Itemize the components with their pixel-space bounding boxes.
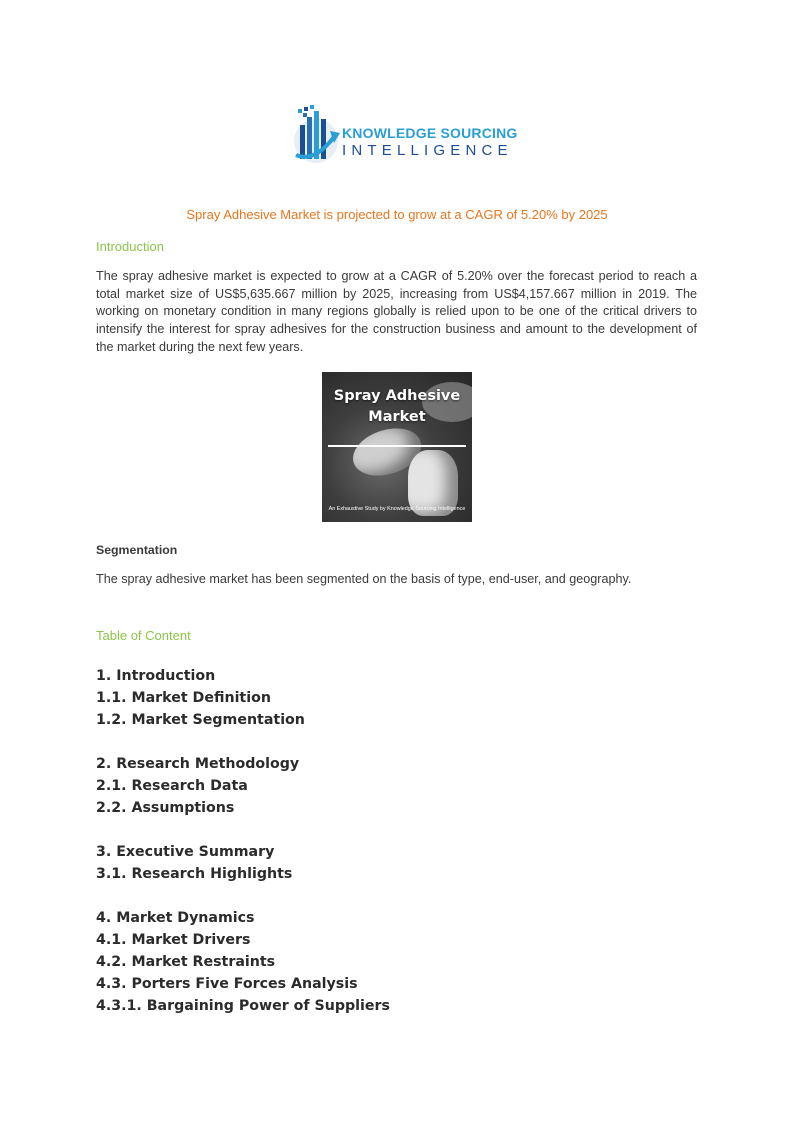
introduction-heading: Introduction [96, 239, 164, 254]
toc-item[interactable]: 4.3. Porters Five Forces Analysis [96, 976, 358, 992]
introduction-text: The spray adhesive market is expected to grow at a CAGR of 5.20% over the forecast period to reach a total market size of US$5,635.667 million by 2025, increasing from US$4,157.667 million in 2019. The working on monetary condition in many regions globally is relied upon to be one of the critical drivers to intensify the interest for spray adhesives for the construction business and amount to the development of the market during the next few years. [96, 269, 697, 354]
segmentation-text: The spray adhesive market has been segmented on the basis of type, end-user, and geography. [96, 572, 632, 586]
toc-item[interactable]: 3.1. Research Highlights [96, 866, 293, 882]
report-cover-image [322, 372, 472, 522]
report-headline: Spray Adhesive Market is projected to grow at a CAGR of 5.20% by 2025 [186, 207, 608, 222]
toc-item[interactable]: 1.1. Market Definition [96, 690, 271, 706]
toc-item[interactable]: 4.1. Market Drivers [96, 932, 251, 948]
cover-divider [328, 445, 466, 447]
cover-title: Spray Adhesive Market [333, 388, 461, 425]
toc-item[interactable]: 4. Market Dynamics [96, 910, 255, 926]
toc-item[interactable]: 2.1. Research Data [96, 778, 248, 794]
cover-caption: An Exhaustive Study by Knowledge Sourcing Intelligence [328, 506, 466, 512]
toc-item[interactable]: 1.2. Market Segmentation [96, 712, 305, 728]
toc-item[interactable]: 4.2. Market Restraints [96, 954, 276, 970]
toc-item[interactable]: 4.3.1. Bargaining Power of Suppliers [96, 998, 390, 1014]
logo-text-primary: KNOWLEDGE SOURCING [342, 125, 518, 141]
logo-text-secondary: INTELLIGENCE [342, 142, 513, 159]
toc-item[interactable]: 3. Executive Summary [96, 844, 275, 860]
building-arrow-logo-icon [290, 105, 346, 167]
toc-item[interactable]: 2. Research Methodology [96, 756, 300, 772]
toc-item[interactable]: 1. Introduction [96, 668, 216, 684]
company-logo [290, 105, 520, 167]
segmentation-heading: Segmentation [96, 543, 178, 557]
table-of-contents [96, 665, 696, 1017]
toc-heading: Table of Content [96, 628, 191, 643]
toc-item[interactable]: 2.2. Assumptions [96, 800, 235, 816]
